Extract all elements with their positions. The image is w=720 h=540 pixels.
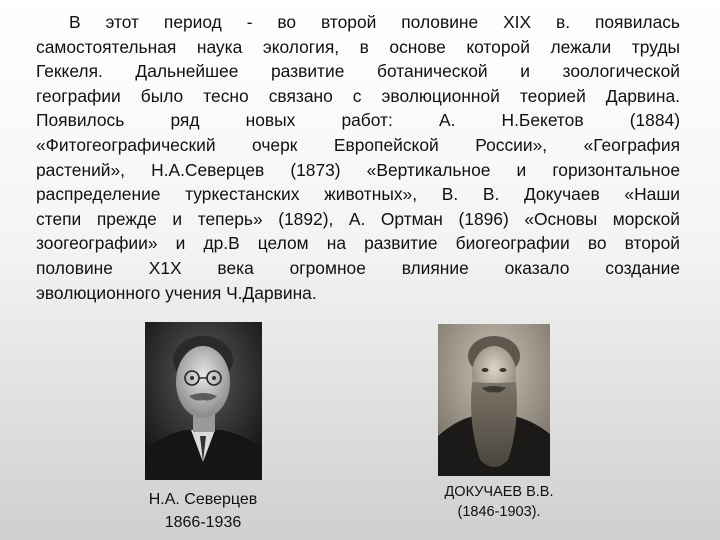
paragraph-line: «Фитогеографический очерк Европейской России», «География bbox=[36, 134, 680, 155]
caption-years: (1846-1903). bbox=[457, 504, 541, 520]
paragraph-line: географии было тесно связано с эволюционной теорией Дарвина. bbox=[36, 85, 680, 106]
paragraph-line: В этот период - во второй половине XIX в. появилась bbox=[69, 12, 680, 32]
paragraph-line: степи прежде и теперь» (1892), А. Ортман (1896) «Основы морской bbox=[36, 208, 680, 229]
caption-years: 1866-1936 bbox=[164, 514, 242, 531]
caption-name: Н.А. Северцев bbox=[148, 491, 258, 508]
caption-severtsev bbox=[118, 488, 288, 534]
paragraph-line: эволюционного учения Ч.Дарвина. bbox=[36, 282, 317, 303]
caption-name: ДОКУЧАЕВ В.В. bbox=[444, 484, 554, 500]
main-paragraph bbox=[36, 10, 680, 305]
caption-dokuchaev bbox=[414, 482, 584, 522]
paragraph-line: зоогеографии» и др.В целом на развитие биогеографии во второй bbox=[36, 233, 680, 254]
paragraph-line: растений», Н.А.Северцев (1873) «Вертикальное и горизонтальное bbox=[36, 159, 680, 180]
paragraph-line: самостоятельная наука экология, в основе которой лежали труды bbox=[36, 36, 680, 57]
portrait-severtsev bbox=[145, 322, 262, 480]
paragraph-line: половине Х1Х века огромное влияние оказало создание bbox=[36, 257, 680, 278]
portrait-dokuchaev bbox=[438, 324, 550, 476]
paragraph-line: Появилось ряд новых работ: А. Н.Бекетов (1884) bbox=[36, 110, 680, 131]
paragraph-line: распределение туркестанских животных», В. В. Докучаев «Наши bbox=[36, 184, 680, 205]
paragraph-line: Геккеля. Дальнейшее развитие ботанической и зоологической bbox=[36, 61, 680, 82]
